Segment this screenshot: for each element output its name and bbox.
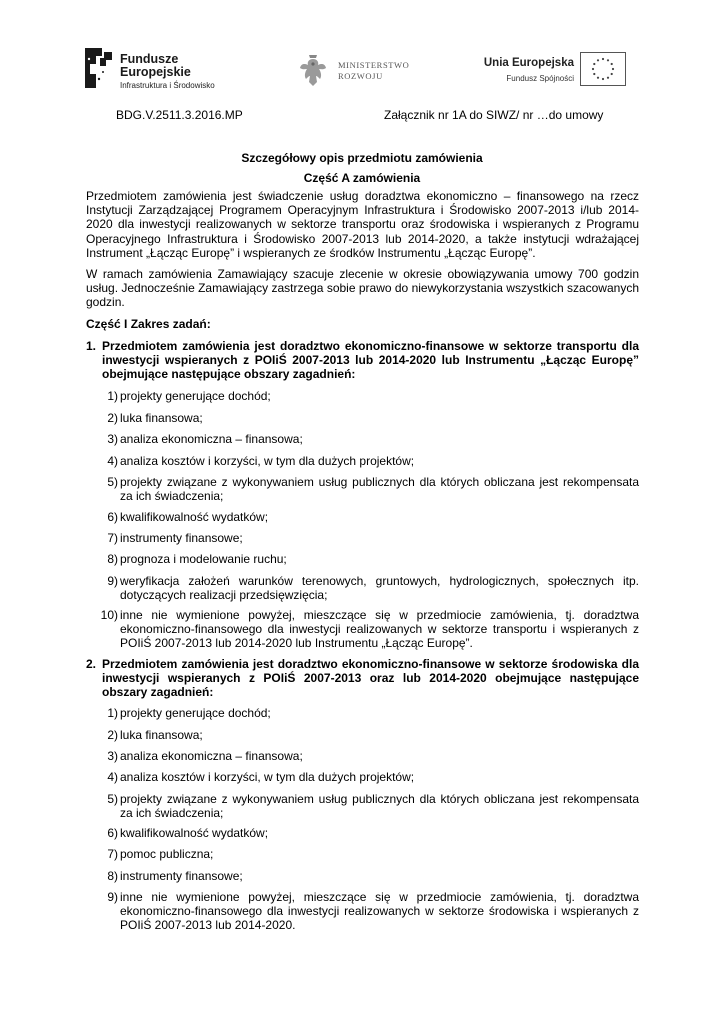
list-item-number: 5) [107, 475, 118, 489]
list-item-text: weryfikacja założeń warunków terenowych, gruntowych, hydrologicznych, społecznych itp. dotyczących realizacji przedsięwzięcia; [120, 574, 639, 603]
logo-strip [82, 40, 642, 96]
eu-line2: Fundusz Spójności [506, 74, 574, 83]
list-item-number: 10) [100, 608, 118, 622]
scope-heading: Część I Zakres zadań: [86, 317, 211, 331]
list-item-text: projekty związane z wykonywaniem usług publicznych dla których obliczana jest rekompensata za ich świadczenia; [120, 792, 639, 821]
ministry-line1: MINISTERSTWO [338, 60, 410, 70]
list-item-number: 9) [107, 890, 118, 904]
eu-line1: Unia Europejska [483, 57, 574, 69]
list-item-number: 8) [107, 869, 118, 883]
list-item-number: 6) [107, 826, 118, 840]
list-item-number: 2) [107, 411, 118, 425]
list-item-text: luka finansowa; [120, 411, 203, 425]
ministry-line2: ROZWOJU [338, 71, 383, 81]
list-item-text: inne nie wymienione powyżej, mieszczące się w przedmiocie zamówienia, tj. doradztwa ekonomiczno-finansowego dla inwestycji realizowanych w sektorze transportu i wspieranych z POIiŚ 2007-2013 lub 2014-2020 lub Instrumentu „Łącząc Europę”. [120, 608, 639, 651]
list-item-number: 3) [107, 749, 118, 763]
document-title: Szczegółowy opis przedmiotu zamówienia [241, 151, 483, 165]
list-item-number: 7) [107, 847, 118, 861]
list-item-text: kwalifikowalność wydatków; [120, 510, 269, 524]
list-item-number: 1) [107, 389, 118, 403]
list-item-text: projekty związane z wykonywaniem usług publicznych dla których obliczana jest rekompensata za ich świadczenia; [120, 475, 639, 504]
list-item-text: projekty generujące dochód; [120, 706, 271, 720]
fe-logo-line3: Infrastruktura i Środowisko [120, 81, 215, 90]
list-item-number: 2) [107, 728, 118, 742]
list-item-number: 3) [107, 432, 118, 446]
list-item-number: 9) [107, 574, 118, 588]
list-item-number: 4) [107, 454, 118, 468]
section-number: 2. [86, 657, 97, 671]
list-item-text: pomoc publiczna; [120, 847, 214, 861]
eu-flag-icon [580, 52, 626, 86]
list-item-text: projekty generujące dochód; [120, 389, 271, 403]
unia-europejska-logo [474, 52, 630, 92]
section-heading: Przedmiotem zamówienia jest doradztwo ekonomiczno-finansowe w sektorze środowiska dla inwestycji wspieranych z POIiŚ 2007-2013 oraz lub 2014-2020 obejmujące następujące obszary zagadnień: [102, 657, 639, 700]
list-item-text: kwalifikowalność wydatków; [120, 826, 269, 840]
intro-paragraph: Przedmiotem zamówienia jest świadczenie usług doradztwa ekonomiczno – finansowego na rzecz Instytucji Zarządzającej Programem Operacyjnym Infrastruktura i Środowisko 2007-2013 i/lub 2014-2020 dla inwestycji realizowanych w sektorze transportu oraz środowiska i wspieranych z Programu Operacyjnego Infrastruktura i Środowisko 2007-2013 lub 2014-2020, a także instytucji wdrażającej Instrument „Łącząc Europę” i wspieranych ze środków Instrumentu „Łącząc Europę”. [86, 189, 639, 260]
list-item-text: analiza kosztów i korzyści, w tym dla dużych projektów; [120, 770, 415, 784]
list-item-text: analiza ekonomiczna – finansowa; [120, 749, 303, 763]
list-item-text: instrumenty finansowe; [120, 869, 243, 883]
list-item-text: analiza kosztów i korzyści, w tym dla dużych projektów; [120, 454, 415, 468]
section-heading: Przedmiotem zamówienia jest doradztwo ekonomiczno-finansowe w sektorze transportu dla inwestycji wspieranych z POIiŚ 2007-2013 lub 2014-2020 lub Instrumentu „Łącząc Europę” obejmujące następujące obszary zagadnień: [102, 339, 639, 382]
document-reference: BDG.V.2511.3.2016.MP [116, 108, 243, 122]
list-item-number: 5) [107, 792, 118, 806]
polish-eagle-icon [298, 52, 328, 90]
list-item-number: 8) [107, 552, 118, 566]
fe-logo-line1: Fundusze [120, 52, 179, 66]
list-item-number: 6) [107, 510, 118, 524]
list-item-text: analiza ekonomiczna – finansowa; [120, 432, 303, 446]
list-item-number: 7) [107, 531, 118, 545]
hours-paragraph: W ramach zamówienia Zamawiający szacuje zlecenie w okresie obowiązywania umowy 700 godzin usług. Jednocześnie Zamawiający zastrzega sobie prawo do niewykorzystania wszystkich szacowanych godzin. [86, 267, 639, 310]
list-item-number: 1) [107, 706, 118, 720]
ministerstwo-rozwoju-logo [298, 52, 418, 92]
fundusze-europejskie-logo [82, 44, 232, 92]
attachment-reference: Załącznik nr 1A do SIWZ/ nr …do umowy [384, 108, 604, 122]
list-item-number: 4) [107, 770, 118, 784]
document-subtitle: Część A zamówienia [303, 171, 421, 185]
fe-logo-line2: Europejskie [120, 65, 191, 79]
list-item-text: luka finansowa; [120, 728, 203, 742]
list-item-text: prognoza i modelowanie ruchu; [120, 552, 287, 566]
list-item-text: inne nie wymienione powyżej, mieszczące się w przedmiocie zamówienia, tj. doradztwa ekonomiczno-finansowego dla inwestycji realizowanych w sektorze środowiska i wspieranych z POIiŚ 2007-2013 lub 2014-2020. [120, 890, 639, 933]
list-item-text: instrumenty finansowe; [120, 531, 243, 545]
section-number: 1. [86, 339, 97, 353]
fundusze-europejskie-mark-icon [82, 44, 118, 92]
